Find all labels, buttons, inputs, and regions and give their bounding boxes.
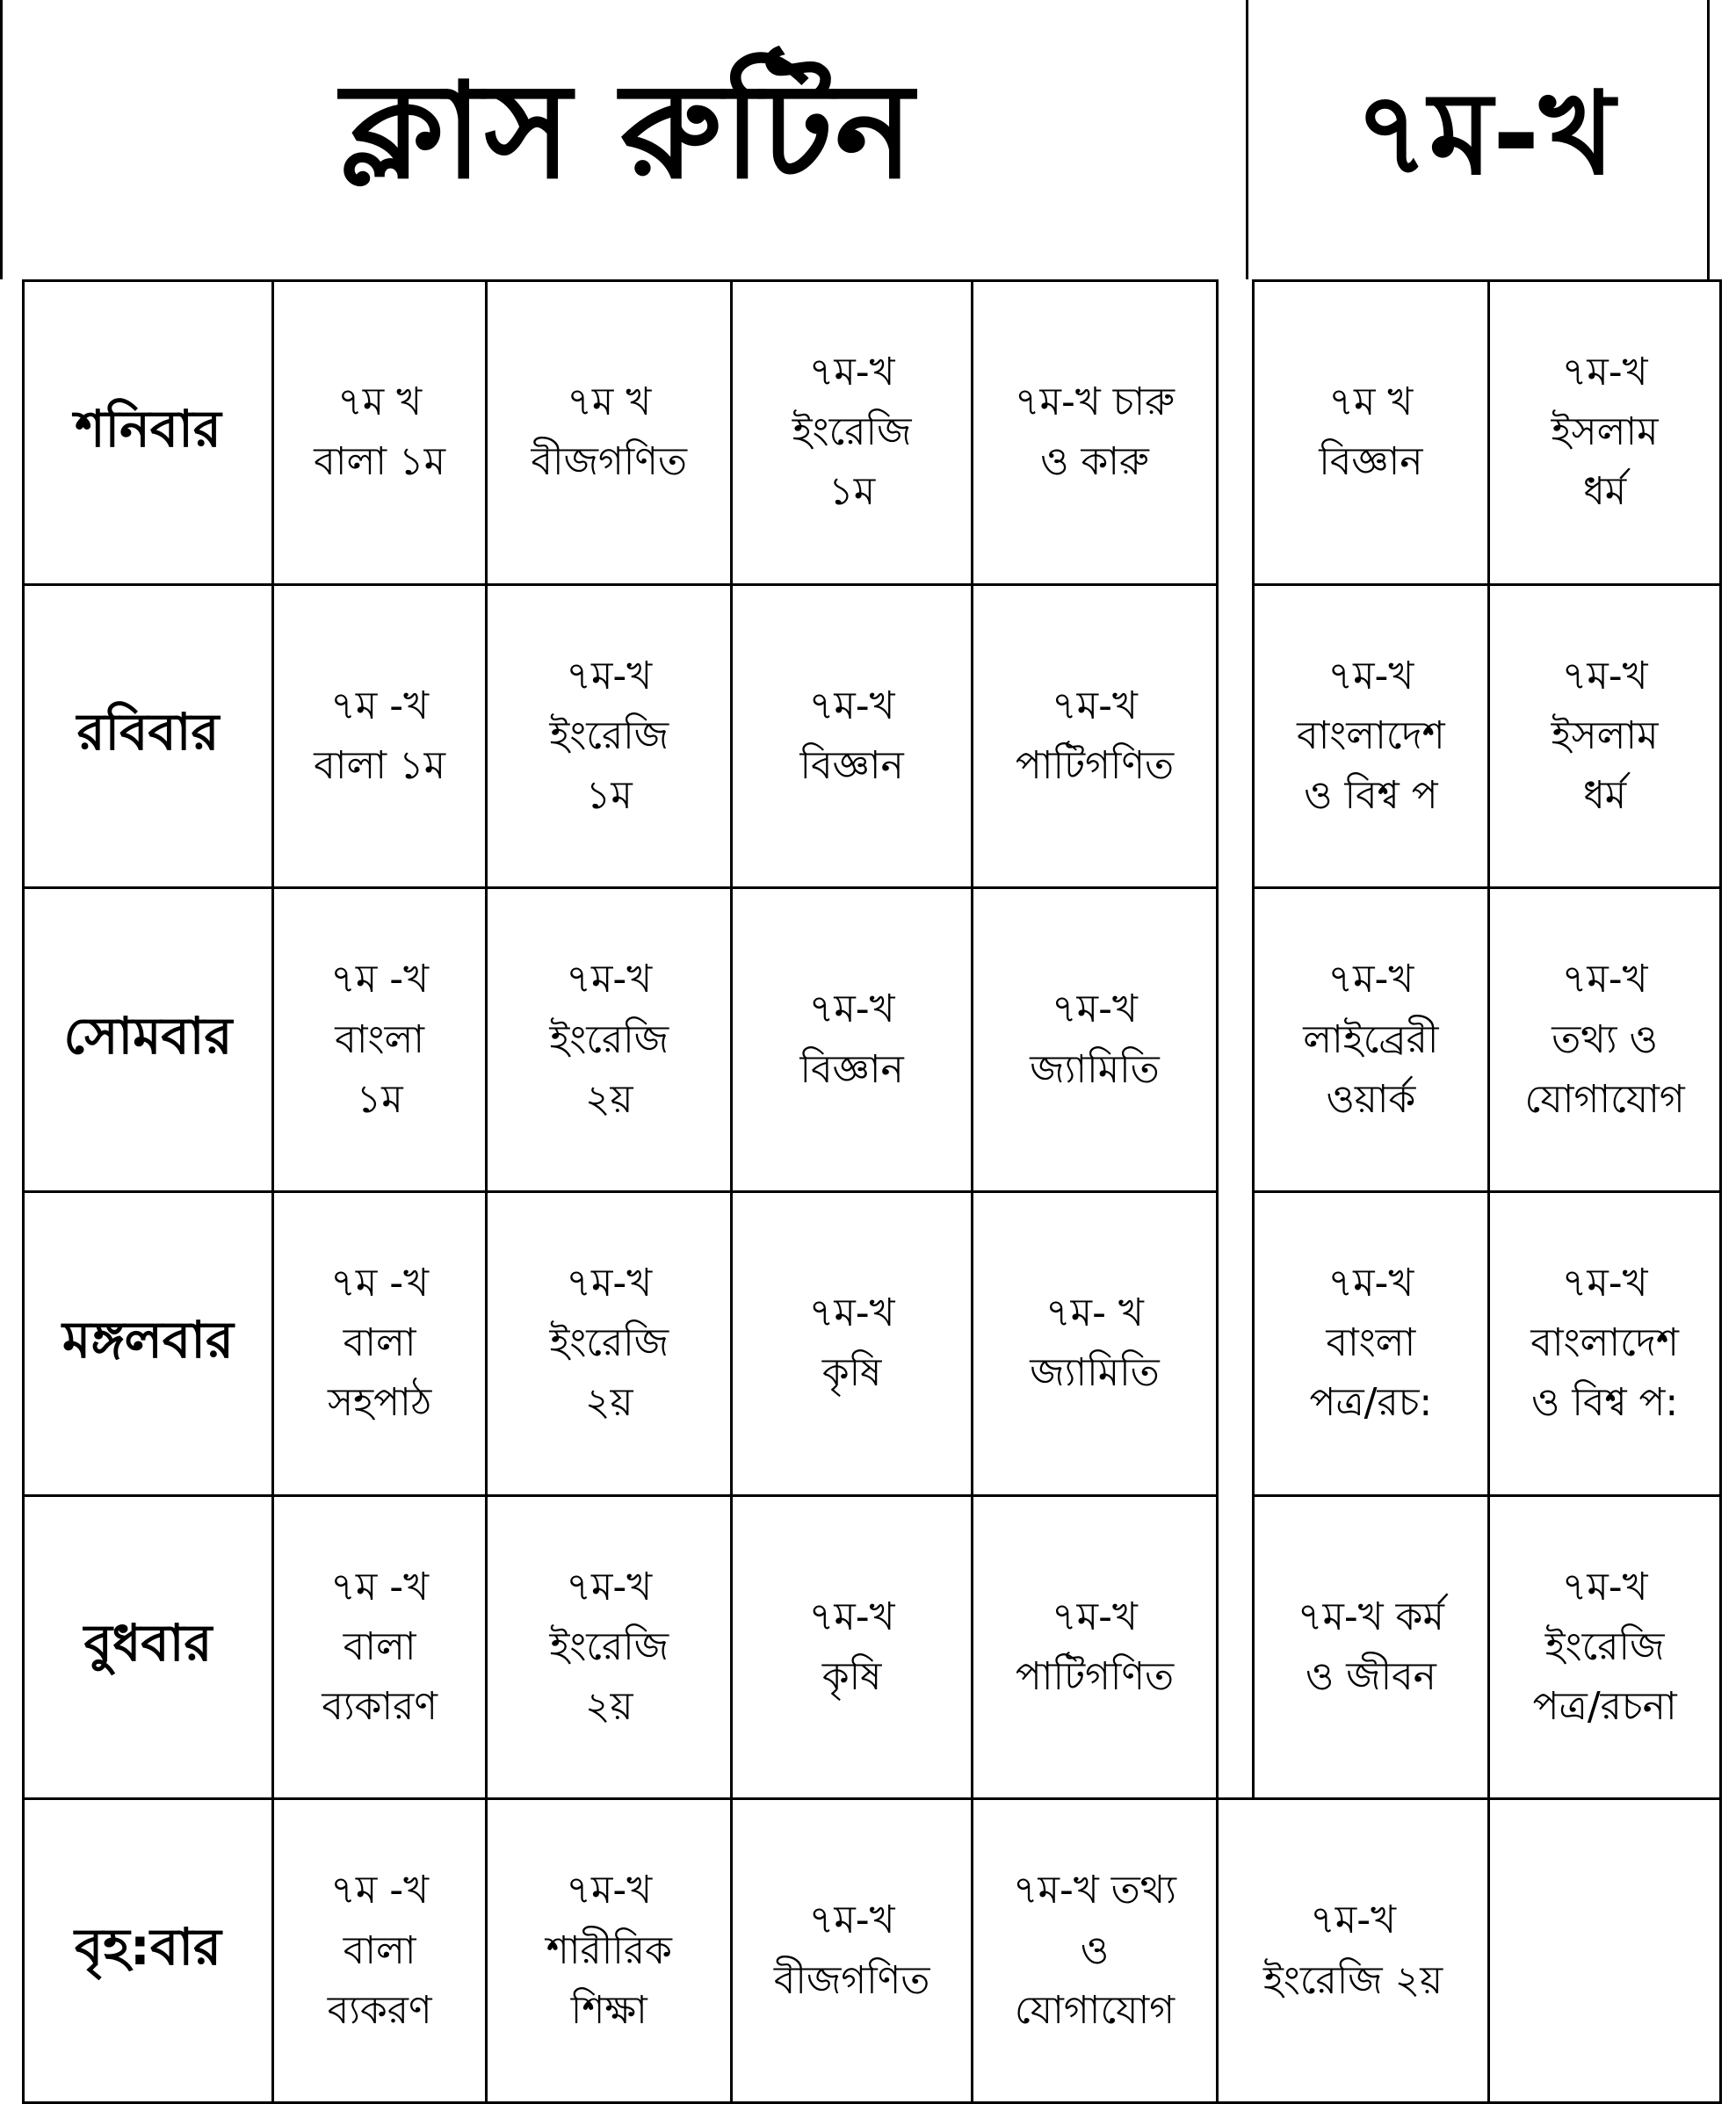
period-cell: ৭ম-খ পাটিগণিত — [973, 584, 1218, 888]
day-label: বুধবার — [24, 1495, 273, 1799]
page-title: ক্লাস রুটিন — [341, 55, 915, 208]
table-row — [24, 1191, 1721, 1495]
table-row — [24, 584, 1721, 888]
period-cell: ৭ম-খ ইসলাম ধর্ম — [1489, 281, 1721, 585]
period-cell: ৭ম-খ বাংলাদেশ ও বিশ্ব প: — [1489, 1191, 1721, 1495]
period-cell: ৭ম-খ চারু ও কারু — [973, 281, 1218, 585]
period-cell: ৭ম-খ কৃষি — [732, 1495, 973, 1799]
period-cell: ৭ম-খ ইংরেজি ২য় — [1217, 1799, 1488, 2103]
period-cell: ৭ম-খ পাটিগণিত — [973, 1495, 1218, 1799]
table-row — [24, 281, 1721, 585]
break-column — [1217, 281, 1253, 1799]
table-row — [24, 1495, 1721, 1799]
class-label: ৭ম-খ — [1354, 66, 1616, 200]
period-cell: ৭ম-খ ইংরেজি ১ম — [732, 281, 973, 585]
period-cell: ৭ম-খ ইংরেজি পত্র/রচনা — [1489, 1495, 1721, 1799]
period-cell: ৭ম -খ বালা ব্যকারণ — [272, 1495, 486, 1799]
day-label: রবিবার — [24, 584, 273, 888]
period-cell: ৭ম-খ জ্যামিতি — [973, 888, 1218, 1192]
period-cell: ৭ম -খ বালা ১ম — [272, 584, 486, 888]
period-cell: ৭ম-খ তথ্য ও যোগাযোগ — [973, 1799, 1218, 2103]
period-cell: ৭ম -খ বালা ব্যকরণ — [272, 1799, 486, 2103]
period-cell: ৭ম- খ জ্যামিতি — [973, 1191, 1218, 1495]
period-cell: ৭ম-খ বাংলাদেশ ও বিশ্ব প — [1253, 584, 1489, 888]
period-cell: ৭ম-খ কর্ম ও জীবন — [1253, 1495, 1489, 1799]
table-row — [24, 888, 1721, 1192]
table-row — [24, 1799, 1721, 2103]
period-cell: ৭ম-খ বিজ্ঞান — [732, 584, 973, 888]
period-cell: ৭ম-খ বাংলা পত্র/রচ: — [1253, 1191, 1489, 1495]
header-divider — [1246, 0, 1248, 279]
period-cell: ৭ম খ বালা ১ম — [272, 281, 486, 585]
period-cell: ৭ম-খ বীজগণিত — [732, 1799, 973, 2103]
period-cell: ৭ম-খ ইংরেজি ২য় — [487, 1191, 732, 1495]
period-cell: ৭ম-খ কৃষি — [732, 1191, 973, 1495]
period-cell: ৭ম খ বিজ্ঞান — [1253, 281, 1489, 585]
period-cell: ৭ম-খ তথ্য ও যোগাযোগ — [1489, 888, 1721, 1192]
period-cell: ৭ম-খ ইংরেজি ২য় — [487, 1495, 732, 1799]
period-cell — [1489, 1799, 1721, 2103]
period-cell: ৭ম-খ শারীরিক শিক্ষা — [487, 1799, 732, 2103]
period-cell: ৭ম-খ বিজ্ঞান — [732, 888, 973, 1192]
day-label: সোমবার — [24, 888, 273, 1192]
period-cell: ৭ম খ বীজগণিত — [487, 281, 732, 585]
day-label: শনিবার — [24, 281, 273, 585]
day-label: মঙ্গলবার — [24, 1191, 273, 1495]
period-cell: ৭ম-খ ইসলাম ধর্ম — [1489, 584, 1721, 888]
period-cell: ৭ম-খ ইংরেজি ১ম — [487, 584, 732, 888]
period-cell: ৭ম-খ লাইব্রেরী ওয়ার্ক — [1253, 888, 1489, 1192]
period-cell: ৭ম -খ বাংলা ১ম — [272, 888, 486, 1192]
routine-table — [22, 279, 1722, 2104]
day-label: বৃহ:বার — [24, 1799, 273, 2103]
period-cell: ৭ম-খ ইংরেজি ২য় — [487, 888, 732, 1192]
period-cell: ৭ম -খ বালা সহপাঠ — [272, 1191, 486, 1495]
